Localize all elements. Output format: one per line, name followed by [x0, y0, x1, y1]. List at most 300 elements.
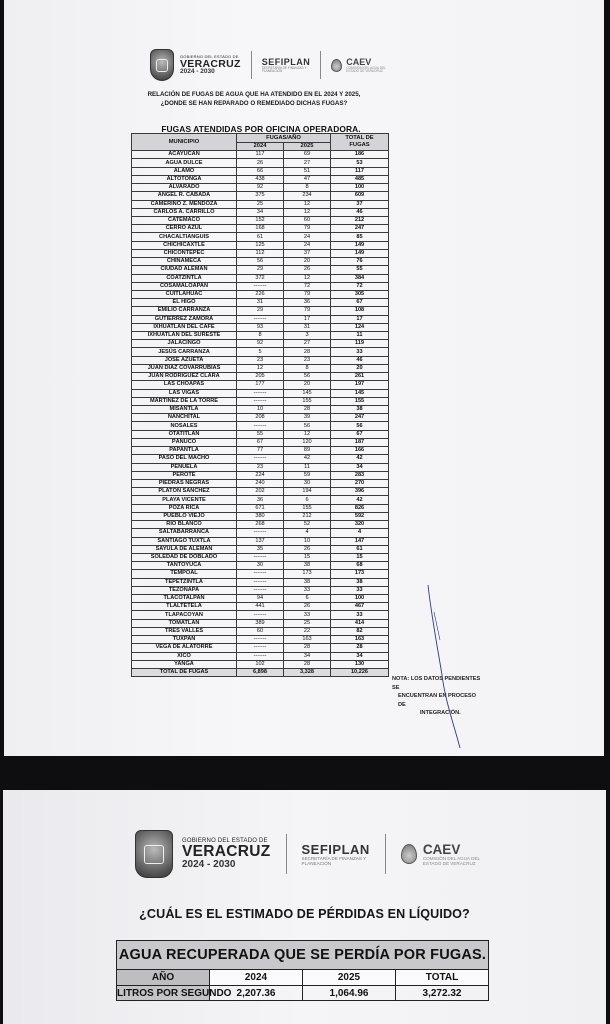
total-fugas-cell: 33: [331, 348, 389, 356]
value-2024: 2,207.36: [210, 986, 303, 1001]
total-fugas-cell: 163: [331, 636, 389, 644]
municipio-cell: CUITLAHUAC: [132, 290, 237, 298]
fugas-2025-cell: 31: [284, 323, 331, 331]
fugas-2024-cell: -------: [237, 652, 284, 660]
total-fugas-cell: 34: [331, 463, 389, 471]
fugas-2025-cell: 6: [284, 595, 331, 603]
total-fugas-cell: 396: [331, 488, 389, 496]
fugas-2025-cell: 25: [284, 619, 331, 627]
fugas-2024-cell: -------: [237, 636, 284, 644]
fugas-2024-cell: 35: [237, 545, 284, 553]
municipio-cell: CIUDAD ALEMÁN: [132, 266, 237, 274]
table-title: FUGAS ATENDIDAS POR OFICINA OPERADORA.: [161, 124, 361, 134]
table-title-row: [117, 941, 489, 970]
sefiplan-name: SEFIPLAN: [261, 56, 311, 67]
total-fugas-cell: 67: [331, 430, 389, 438]
municipio-cell: POZA RICA: [132, 504, 237, 512]
fugas-2025-cell: 28: [284, 348, 331, 356]
fugas-2024-cell: 102: [237, 660, 284, 668]
total-fugas-cell: 76: [331, 258, 389, 266]
total-fugas-cell: 61: [331, 545, 389, 553]
fugas-2025-cell: 28: [284, 660, 331, 668]
fugas-2024-cell: 208: [237, 414, 284, 422]
fugas-2025-cell: 59: [284, 471, 331, 479]
fugas-2024-cell: 438: [237, 175, 284, 183]
fugas-2025-cell: 38: [284, 562, 331, 570]
total-fugas-cell: 38: [331, 406, 389, 414]
municipio-cell: TLAPACOYAN: [132, 611, 237, 619]
fugas-2024-cell: 77: [237, 447, 284, 455]
municipio-cell: CHICHICAXTLE: [132, 241, 237, 249]
fugas-2024-cell: 61: [237, 233, 284, 241]
fugas-2024-cell: 125: [237, 241, 284, 249]
caev-sub: COMISIÓN DEL AGUA DEL ESTADO DE VERACRUZ: [346, 65, 386, 73]
total-fugas-cell: 46: [331, 208, 389, 216]
municipio-cell: CERRO AZUL: [132, 225, 237, 233]
value-total: 3,272.32: [396, 986, 489, 1001]
fugas-2024-cell: 23: [237, 463, 284, 471]
total-fugas-cell: 82: [331, 627, 389, 635]
total-fugas-cell: 85: [331, 233, 389, 241]
municipio-cell: PLAYA VICENTE: [132, 496, 237, 504]
fugas-2024-cell: 92: [237, 184, 284, 192]
document-page-1: [4, 0, 604, 756]
total-fugas-cell: 53: [331, 159, 389, 167]
total-fugas-cell: 28: [331, 644, 389, 652]
municipio-cell: TRES VALLES: [132, 627, 237, 635]
municipio-cell: PEÑUELA: [132, 463, 237, 471]
total-fugas-cell: 119: [331, 340, 389, 348]
municipio-cell: JUAN RODRIGUEZ CLARA: [132, 373, 237, 381]
fugas-2025-cell: 34: [284, 652, 331, 660]
municipio-cell: SANTIAGO TUXTLA: [132, 537, 237, 545]
municipio-cell: JESÚS CARRANZA: [132, 348, 237, 356]
caev-logo: [401, 842, 493, 867]
note-line2: ENCUENTRAN EN PROCESO DE: [398, 693, 477, 708]
fugas-2024-cell: 30: [237, 562, 284, 570]
value-2025: 1,064.96: [303, 986, 396, 1001]
municipio-cell: OTATITLAN: [132, 430, 237, 438]
fugas-2024-cell: 671: [237, 504, 284, 512]
fugas-2024-cell: 202: [237, 488, 284, 496]
total-fugas-cell: 826: [331, 504, 389, 512]
municipio-cell: PAPANTLA: [132, 447, 237, 455]
total-fugas-cell: 247: [331, 225, 389, 233]
fugas-2025-cell: 39: [284, 414, 331, 422]
municipio-cell: PÁNUCO: [132, 438, 237, 446]
fugas-2024-cell: -------: [237, 586, 284, 594]
municipio-cell: ACAYUCAN: [132, 151, 237, 159]
fugas-2024-cell: 92: [237, 340, 284, 348]
fugas-2025-cell: 6: [284, 496, 331, 504]
header-2025: 2025: [303, 970, 396, 986]
fugas-2025-cell: 47: [284, 175, 331, 183]
fugas-2025-cell: 120: [284, 438, 331, 446]
municipio-cell: LAS CHOAPAS: [132, 381, 237, 389]
fugas-2024-cell: 168: [237, 225, 284, 233]
sefiplan-name: SEFIPLAN: [301, 841, 370, 857]
fugas-2025-cell: 27: [284, 340, 331, 348]
municipio-cell: PIEDRAS NEGRAS: [132, 479, 237, 487]
fugas-2024-cell: 10: [237, 406, 284, 414]
total-fugas-cell: 11: [331, 332, 389, 340]
municipio-cell: CHACALTIANGUIS: [132, 233, 237, 241]
gob-years: 2024 - 2030: [180, 68, 215, 75]
header-2024: 2024: [237, 143, 284, 151]
fugas-2025-cell: 12: [284, 430, 331, 438]
total-fugas-cell: 124: [331, 323, 389, 331]
fugas-2025-cell: 79: [284, 290, 331, 298]
fugas-2024-cell: 441: [237, 603, 284, 611]
fugas-2025-cell: 20: [284, 258, 331, 266]
municipio-cell: JOSÉ AZUETA: [132, 356, 237, 364]
fugas-2025-cell: 24: [284, 233, 331, 241]
note-line1: NOTA: LOS DATOS PENDIENTES SE: [392, 676, 481, 691]
fugas-2025-cell: 36: [284, 299, 331, 307]
fugas-2025-cell: 15: [284, 553, 331, 561]
fugas-2024-cell: 240: [237, 479, 284, 487]
fugas-2025-cell: 60: [284, 216, 331, 224]
fugas-2025-cell: 33: [284, 611, 331, 619]
fugas-2025-cell: 42: [284, 455, 331, 463]
total-fugas-cell: 166: [331, 447, 389, 455]
header-logos-2: [135, 830, 493, 878]
fugas-2025-cell: 4: [284, 529, 331, 537]
header-ano: AÑO: [117, 970, 210, 986]
total-fugas-cell: 42: [331, 496, 389, 504]
fugas-2024-cell: 152: [237, 216, 284, 224]
fugas-2025-cell: 89: [284, 447, 331, 455]
total-fugas-cell: 384: [331, 274, 389, 282]
fugas-2025-cell: 28: [284, 644, 331, 652]
total-fugas-cell: 68: [331, 562, 389, 570]
fugas-2025-cell: 12: [284, 200, 331, 208]
caev-sub: COMISIÓN DEL AGUA DEL ESTADO DE VERACRUZ: [422, 855, 480, 866]
municipio-cell: XICO: [132, 652, 237, 660]
fugas-2025-cell: 33: [284, 586, 331, 594]
total-fugas-cell: 320: [331, 521, 389, 529]
fugas-2024-cell: 268: [237, 521, 284, 529]
fugas-2024-cell: 372: [237, 274, 284, 282]
fugas-2025-cell: 22: [284, 627, 331, 635]
fugas-2024-cell: 93: [237, 323, 284, 331]
fugas-2024-cell: 12: [237, 364, 284, 372]
fugas-2024-cell: 375: [237, 192, 284, 200]
total-fugas-cell: 67: [331, 299, 389, 307]
fugas-2025-cell: 194: [284, 488, 331, 496]
total-fugas-cell: 38: [331, 578, 389, 586]
gob-name: VERACRUZ: [182, 843, 271, 861]
fugas-2024-cell: -------: [237, 422, 284, 430]
fugas-2024-cell: 26: [237, 159, 284, 167]
fugas-2024-cell: 25: [237, 200, 284, 208]
fugas-2024-cell: 56: [237, 258, 284, 266]
municipio-cell: IXHUATLAN DEL SURESTE: [132, 332, 237, 340]
municipio-cell: SAYULA DE ALEMÁN: [132, 545, 237, 553]
fugas-2024-cell: 177: [237, 381, 284, 389]
municipio-cell: CATEMACO: [132, 216, 237, 224]
fugas-2025-cell: 56: [284, 373, 331, 381]
fugas-2024-cell: -------: [237, 611, 284, 619]
fugas-2025-cell: 11: [284, 463, 331, 471]
document-page-2: [3, 790, 606, 1024]
municipio-cell: ALVARADO: [132, 184, 237, 192]
question-1-line1: RELACIÓN DE FUGAS DE AGUA QUE HA ATENDIDO EN EL 2024 Y 2025,: [147, 91, 361, 98]
total-fugas-cell: 46: [331, 356, 389, 364]
header-2024: 2024: [210, 970, 303, 986]
total-fugas-cell: 609: [331, 192, 389, 200]
fugas-2024-cell: 34: [237, 208, 284, 216]
municipio-cell: TEPETZINTLA: [132, 578, 237, 586]
municipio-cell: CHICONTEPEC: [132, 249, 237, 257]
fugas-2024-cell: 67: [237, 438, 284, 446]
fugas-2025-cell: 38: [284, 578, 331, 586]
municipio-cell: SOLEDAD DE DOBLADO: [132, 553, 237, 561]
total-fugas-cell: 186: [331, 151, 389, 159]
total-fugas-cell: 34: [331, 652, 389, 660]
fugas-2024-cell: 137: [237, 537, 284, 545]
municipio-cell: VEGA DE ALATORRE: [132, 644, 237, 652]
fugas-2024-cell: 94: [237, 595, 284, 603]
fugas-2025-cell: 79: [284, 307, 331, 315]
fugas-2025-cell: 212: [284, 512, 331, 520]
fugas-2024-cell: 8: [237, 332, 284, 340]
fugas-2025-cell: 8: [284, 364, 331, 372]
total-fugas-cell: 117: [331, 167, 389, 175]
table-2-title: AGUA RECUPERADA QUE SE PERDÍA POR FUGAS.: [117, 941, 489, 970]
total-fugas-cell: 270: [331, 479, 389, 487]
total-fugas-cell: 283: [331, 471, 389, 479]
municipio-cell: LAS VIGAS: [132, 389, 237, 397]
municipio-cell: MISANTLA: [132, 406, 237, 414]
fugas-2025-cell: 145: [284, 389, 331, 397]
municipio-cell: SALTABARRANCA: [132, 529, 237, 537]
fugas-2025-cell: 27: [284, 159, 331, 167]
sefiplan-logo: [302, 842, 370, 867]
fugas-2024-cell: 224: [237, 471, 284, 479]
fugas-2025-cell: 79: [284, 225, 331, 233]
fugas-2024-cell: 23: [237, 356, 284, 364]
fugas-2024-cell: -------: [237, 389, 284, 397]
municipio-cell: AGUA DULCE: [132, 159, 237, 167]
total-fugas-cell: 100: [331, 595, 389, 603]
fugas-2024-cell: 36: [237, 496, 284, 504]
header-total-line1: TOTAL DE: [345, 135, 374, 142]
municipio-cell: PEROTE: [132, 471, 237, 479]
municipio-cell: TLACOTALPAN: [132, 595, 237, 603]
header-municipio: MUNICIPIO: [132, 134, 237, 151]
total-fugas-cell: 149: [331, 249, 389, 257]
total-fugas-cell: 467: [331, 603, 389, 611]
header-total: TOTAL: [396, 970, 489, 986]
gobierno-veracruz-logo: [182, 838, 271, 870]
divider: [286, 834, 287, 874]
total-2025: 3,328: [284, 669, 331, 677]
gob-name: VERACRUZ: [180, 57, 241, 70]
municipio-cell: CAMERINO Z. MENDOZA: [132, 200, 237, 208]
fugas-2025-cell: 12: [284, 274, 331, 282]
fugas-2025-cell: 51: [284, 167, 331, 175]
fugas-2024-cell: -------: [237, 455, 284, 463]
table-2-header-row: [117, 970, 489, 986]
total-fugas-cell: 247: [331, 414, 389, 422]
total-fugas-cell: 17: [331, 315, 389, 323]
fugas-2024-cell: 60: [237, 627, 284, 635]
total-fugas-cell: 20: [331, 364, 389, 372]
total-fugas-cell: 33: [331, 586, 389, 594]
municipio-cell: TEMPOAL: [132, 570, 237, 578]
question-1-line2: ¿DONDE SE HAN REPARADO O REMEDIADO DICHAS FUGAS?: [160, 100, 348, 107]
municipio-cell: JALACINGO: [132, 340, 237, 348]
total-fugas-cell: 147: [331, 537, 389, 545]
municipio-cell: PUEBLO VIEJO: [132, 512, 237, 520]
table-2-data-row: [117, 986, 489, 1001]
total-label: TOTAL DE FUGAS: [132, 669, 237, 677]
water-drop-icon: [401, 844, 417, 864]
municipio-cell: IXHUATLAN DEL CAFÉ: [132, 323, 237, 331]
fugas-2025-cell: 17: [284, 315, 331, 323]
caev-name: CAEV: [346, 56, 372, 67]
municipio-cell: MARTÍNEZ DE LA TORRE: [132, 397, 237, 405]
municipio-cell: PASO DEL MACHO: [132, 455, 237, 463]
fugas-2025-cell: 3: [284, 332, 331, 340]
municipio-cell: CHINAMECA: [132, 258, 237, 266]
total-all: 10,226: [331, 669, 389, 677]
fugas-2024-cell: 31: [237, 299, 284, 307]
municipio-cell: TEZONAPA: [132, 586, 237, 594]
fugas-2025-cell: 20: [284, 381, 331, 389]
fugas-2024-cell: -------: [237, 315, 284, 323]
municipio-cell: EMILIO CARRANZA: [132, 307, 237, 315]
fugas-2025-cell: 234: [284, 192, 331, 200]
fugas-2024-cell: -------: [237, 578, 284, 586]
fugas-2024-cell: 5: [237, 348, 284, 356]
gob-line1: GOBIERNO DEL ESTADO DE: [180, 53, 239, 59]
header-total-line2: FUGAS: [349, 142, 370, 149]
fugas-2025-cell: 26: [284, 545, 331, 553]
fugas-2025-cell: 173: [284, 570, 331, 578]
fugas-2025-cell: 24: [284, 241, 331, 249]
veracruz-seal-icon: [135, 830, 173, 878]
fugas-2024-cell: 380: [237, 512, 284, 520]
sefiplan-sub: SECRETARÍA DE FINANZAS Y PLANEACIÓN: [261, 65, 307, 73]
total-fugas-cell: 485: [331, 175, 389, 183]
fugas-2024-cell: 117: [237, 151, 284, 159]
fugas-2024-cell: 55: [237, 430, 284, 438]
fugas-2025-cell: 72: [284, 282, 331, 290]
municipio-cell: NOSALES: [132, 422, 237, 430]
gob-years: 2024 - 2030: [182, 858, 236, 870]
fugas-2024-cell: -------: [237, 529, 284, 537]
total-fugas-cell: 212: [331, 216, 389, 224]
municipio-cell: CARLOS A. CARRILLO: [132, 208, 237, 216]
fugas-2024-cell: 205: [237, 373, 284, 381]
municipio-cell: JUAN DIAZ COVARRUBIAS: [132, 364, 237, 372]
municipio-cell: TUXPAN: [132, 636, 237, 644]
sefiplan-sub: SECRETARÍA DE FINANZAS Y PLANEACIÓN: [301, 855, 367, 866]
total-fugas-cell: 149: [331, 241, 389, 249]
gob-line1: GOBIERNO DEL ESTADO DE: [182, 838, 268, 845]
fugas-2024-cell: -------: [237, 570, 284, 578]
total-fugas-cell: 4: [331, 529, 389, 537]
total-fugas-cell: 173: [331, 570, 389, 578]
fugas-2025-cell: 52: [284, 521, 331, 529]
question-2: ¿CUÁL ES EL ESTIMADO DE PÉRDIDAS EN LÍQUIDO?: [139, 907, 470, 921]
total-fugas-cell: 55: [331, 266, 389, 274]
fugas-2025-cell: 155: [284, 504, 331, 512]
fugas-2025-cell: 23: [284, 356, 331, 364]
municipio-cell: TANTOYUCA: [132, 562, 237, 570]
total-fugas-cell: 130: [331, 660, 389, 668]
municipio-cell: GUTIERREZ ZAMORA: [132, 315, 237, 323]
municipio-cell: ALTOTONGA: [132, 175, 237, 183]
fugas-2024-cell: 29: [237, 307, 284, 315]
fugas-2025-cell: 8: [284, 184, 331, 192]
total-fugas-cell: 592: [331, 512, 389, 520]
fugas-2025-cell: 28: [284, 406, 331, 414]
total-fugas-cell: 42: [331, 455, 389, 463]
fugas-2024-cell: 226: [237, 290, 284, 298]
total-fugas-cell: 305: [331, 290, 389, 298]
pen-mark: [4, 0, 604, 756]
row-label: LITROS POR SEGUNDO: [117, 987, 232, 999]
fugas-2025-cell: 155: [284, 397, 331, 405]
total-fugas-cell: 37: [331, 200, 389, 208]
municipio-cell: COATZINTLA: [132, 274, 237, 282]
fugas-2025-cell: 69: [284, 151, 331, 159]
municipio-cell: EL HIGO: [132, 299, 237, 307]
fugas-2024-cell: 66: [237, 167, 284, 175]
caev-name: CAEV: [422, 841, 461, 857]
fugas-2025-cell: 30: [284, 479, 331, 487]
total-fugas-cell: 56: [331, 422, 389, 430]
recovered-water-table: [116, 940, 489, 1001]
municipio-cell: YANGA: [132, 660, 237, 668]
total-2024: 6,898: [237, 669, 284, 677]
fugas-2024-cell: -------: [237, 282, 284, 290]
fugas-2024-cell: -------: [237, 644, 284, 652]
note-line3: INTEGRACIÓN.: [420, 710, 461, 717]
fugas-2025-cell: 26: [284, 266, 331, 274]
divider: [385, 834, 386, 874]
municipio-cell: TLALTETELA: [132, 603, 237, 611]
fugas-2024-cell: -------: [237, 397, 284, 405]
fugas-2025-cell: 26: [284, 603, 331, 611]
municipio-cell: TOMATLAN: [132, 619, 237, 627]
fugas-2025-cell: 37: [284, 249, 331, 257]
municipio-cell: RÍO BLANCO: [132, 521, 237, 529]
total-fugas-cell: 187: [331, 438, 389, 446]
fugas-2025-cell: 10: [284, 537, 331, 545]
municipio-cell: ÁLAMO: [132, 167, 237, 175]
total-fugas-cell: 72: [331, 282, 389, 290]
fugas-2024-cell: 389: [237, 619, 284, 627]
fugas-2025-cell: 56: [284, 422, 331, 430]
municipio-cell: ÁNGEL R. CABADA: [132, 192, 237, 200]
header-2025: 2025: [284, 143, 331, 151]
fugas-2024-cell: 29: [237, 266, 284, 274]
fugas-2024-cell: -------: [237, 553, 284, 561]
total-fugas-cell: 33: [331, 611, 389, 619]
total-fugas-cell: 145: [331, 389, 389, 397]
header-fugas-ano: FUGAS/AÑO: [237, 134, 331, 143]
fugas-2025-cell: 163: [284, 636, 331, 644]
total-fugas-cell: 261: [331, 373, 389, 381]
total-fugas-cell: 15: [331, 553, 389, 561]
fugas-2024-cell: 112: [237, 249, 284, 257]
municipio-cell: NANCHITAL: [132, 414, 237, 422]
total-fugas-cell: 108: [331, 307, 389, 315]
